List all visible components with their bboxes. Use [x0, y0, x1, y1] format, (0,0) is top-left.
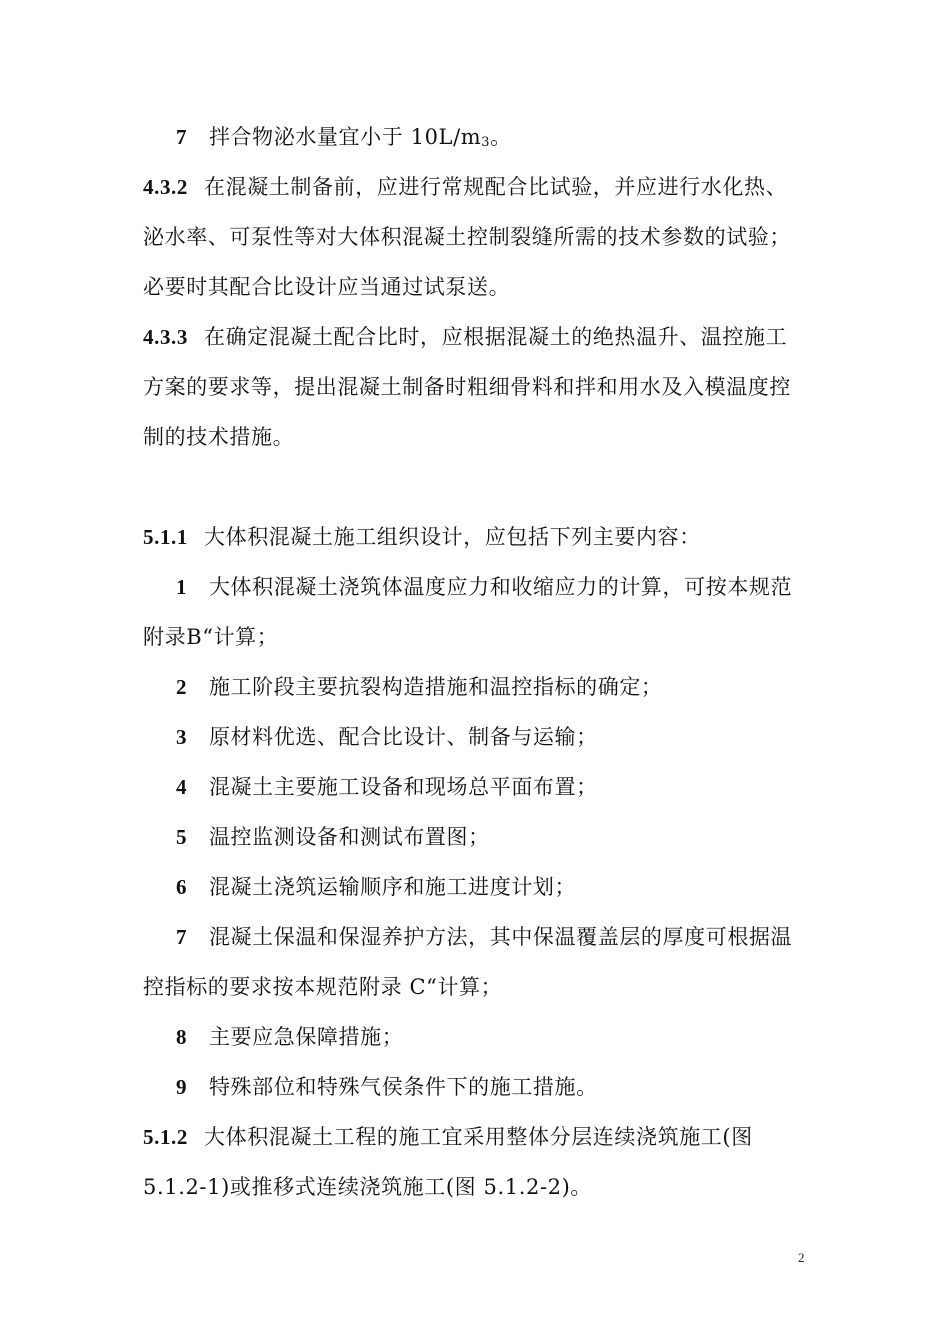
clause-text: 在混凝土制备前，应进行常规配合比试验，并应进行水化热、 — [204, 175, 788, 199]
clause-text: 混凝土主要施工设备和现场总平面布置； — [208, 775, 598, 799]
clause-end: 。 — [490, 125, 512, 149]
clause-text: 必要时其配合比设计应当通过试泵送。 — [143, 275, 511, 299]
item-number: 7 — [176, 925, 188, 949]
clause-text: 混凝土浇筑运输顺序和施工进度计划； — [208, 875, 577, 899]
clause-4-3-2-cont-1 — [143, 222, 791, 252]
item-number: 9 — [176, 1075, 188, 1099]
clause-text: 大体积混凝土浇筑体温度应力和收缩应力的计算，可按本规范 — [208, 575, 793, 599]
clause-4-3-3-cont-2 — [143, 422, 294, 452]
clause-5-1-1 — [143, 522, 701, 552]
section-number: 5.1.2 — [143, 1125, 188, 1149]
clause-text: 泌水率、可泵性等对大体积混凝土控制裂缝所需的技术参数的试验； — [143, 225, 791, 249]
clause-item-7-bleeding — [176, 122, 512, 156]
item-number: 3 — [176, 725, 188, 749]
clause-text: 主要应急保障措施； — [208, 1025, 404, 1049]
list-item-3 — [176, 722, 598, 752]
section-number: 4.3.2 — [143, 175, 188, 199]
superscript-unit: 3 — [481, 135, 491, 150]
section-number: 4.3.3 — [143, 325, 188, 349]
clause-text: 施工阶段主要抗裂构造措施和温控指标的确定； — [208, 675, 663, 699]
section-number: 5.1.1 — [143, 525, 188, 549]
clause-text: 混凝土保温和保湿养护方法，其中保温覆盖层的厚度可根据温 — [208, 925, 793, 949]
clause-4-3-3 — [143, 322, 787, 352]
clause-text: 方案的要求等，提出混凝土制备时粗细骨料和拌和用水及入模温度控 — [143, 375, 791, 399]
page-number: 2 — [798, 1250, 805, 1265]
list-item-2 — [176, 672, 663, 702]
clause-4-3-2-cont-2 — [143, 272, 510, 302]
item-number: 1 — [176, 575, 188, 599]
item-number: 8 — [176, 1025, 188, 1049]
clause-5-1-2 — [143, 1122, 753, 1152]
item-number: 7 — [176, 125, 188, 149]
clause-text: 大体积混凝土工程的施工宜采用整体分层连续浇筑施工(图 — [204, 1125, 753, 1149]
clause-4-3-2 — [143, 172, 787, 202]
clause-text: 大体积混凝土施工组织设计，应包括下列主要内容： — [204, 525, 701, 549]
clause-text: 制的技术措施。 — [143, 425, 295, 449]
clause-text: 在确定混凝土配合比时，应根据混凝土的绝热温升、温控施工 — [204, 325, 788, 349]
list-item-6 — [176, 872, 576, 902]
list-item-7 — [176, 922, 792, 952]
clause-text: 拌合物泌水量宜小于 10L/m — [208, 125, 482, 149]
clause-text: 原材料优选、配合比设计、制备与运输； — [208, 725, 598, 749]
clause-text: 5.1.2-1)或推移式连续浇筑施工(图 5.1.2-2)。 — [143, 1175, 593, 1199]
item-number: 5 — [176, 825, 188, 849]
clause-text: 附录B“计算； — [143, 625, 279, 649]
clause-text: 控指标的要求按本规范附录 C“计算； — [143, 975, 503, 999]
list-item-9 — [176, 1072, 598, 1102]
clause-4-3-3-cont-1 — [143, 372, 791, 402]
list-item-4 — [176, 772, 598, 802]
item-number: 2 — [176, 675, 188, 699]
list-item-5 — [176, 822, 490, 852]
item-number: 4 — [176, 775, 188, 799]
clause-text: 特殊部位和特殊气侯条件下的施工措施。 — [208, 1075, 598, 1099]
list-item-8 — [176, 1022, 403, 1052]
clause-5-1-2-cont — [143, 1172, 592, 1202]
list-item-7-cont — [143, 972, 502, 1002]
list-item-1 — [176, 572, 792, 602]
item-number: 6 — [176, 875, 188, 899]
list-item-1-cont — [143, 622, 278, 652]
clause-text: 温控监测设备和测试布置图； — [208, 825, 490, 849]
